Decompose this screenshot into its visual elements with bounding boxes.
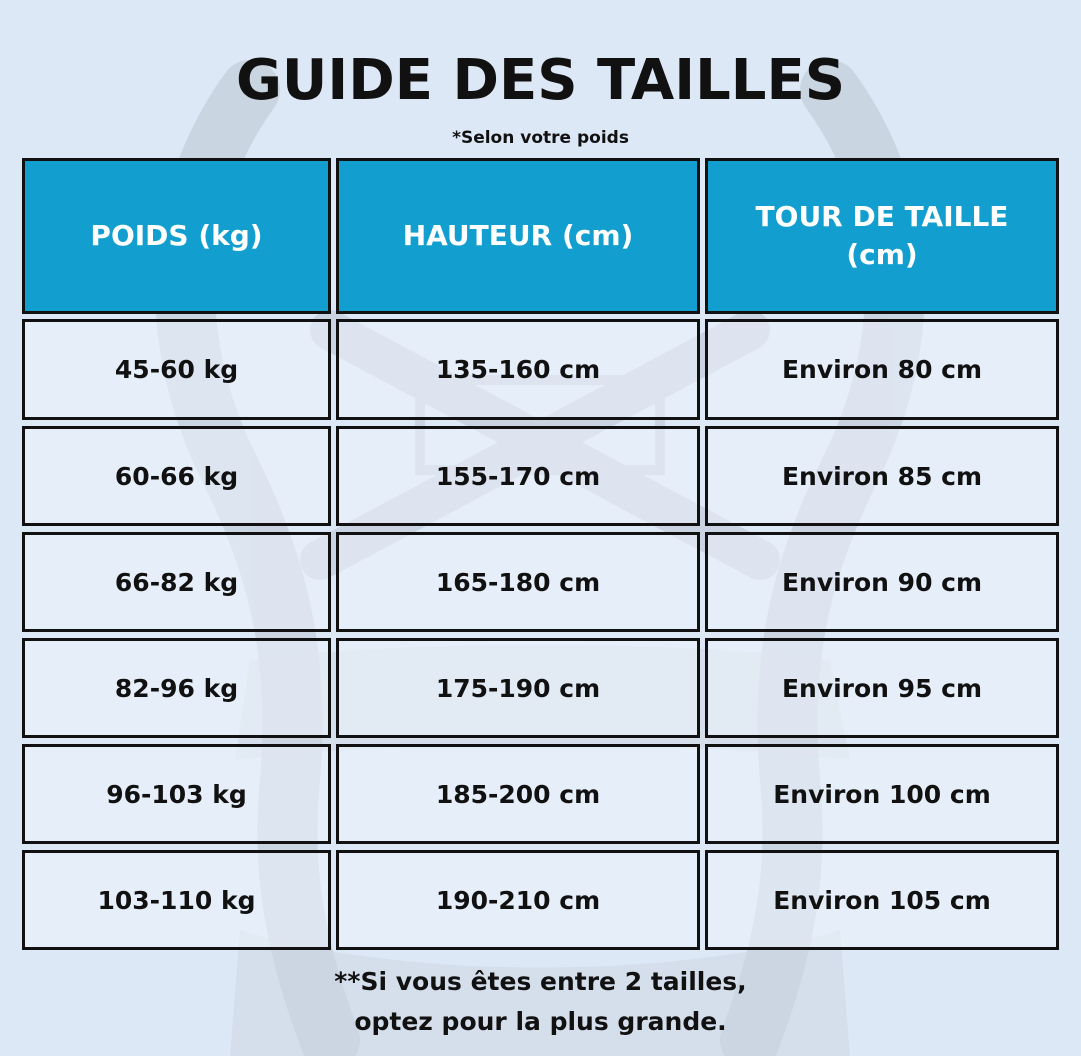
row-6-weight: 103-110 kg — [22, 850, 331, 950]
row-1-weight: 45-60 kg — [22, 319, 331, 420]
row-3-waist: Environ 90 cm — [705, 532, 1059, 632]
row-1-height: 135-160 cm — [336, 319, 700, 420]
header-waist: TOUR DE TAILLE (cm) — [705, 158, 1059, 314]
row-5-height: 185-200 cm — [336, 744, 700, 844]
row-2-height: 155-170 cm — [336, 426, 700, 526]
footnote — [0, 962, 1081, 1042]
row-4-height: 175-190 cm — [336, 638, 700, 738]
row-5-weight: 96-103 kg — [22, 744, 331, 844]
row-5-waist: Environ 100 cm — [705, 744, 1059, 844]
row-4-waist: Environ 95 cm — [705, 638, 1059, 738]
row-6-waist: Environ 105 cm — [705, 850, 1059, 950]
row-3-weight: 66-82 kg — [22, 532, 331, 632]
row-4-weight: 82-96 kg — [22, 638, 331, 738]
row-2-waist: Environ 85 cm — [705, 426, 1059, 526]
row-2-weight: 60-66 kg — [22, 426, 331, 526]
header-height: HAUTEUR (cm) — [336, 158, 700, 314]
footnote-line-1: **Si vous êtes entre 2 tailles, — [334, 967, 747, 996]
page-subtitle: *Selon votre poids — [452, 128, 629, 148]
row-3-height: 165-180 cm — [336, 532, 700, 632]
row-6-height: 190-210 cm — [336, 850, 700, 950]
header-weight: POIDS (kg) — [22, 158, 331, 314]
page-title: GUIDE DES TAILLES — [235, 48, 846, 113]
footnote-line-2: optez pour la plus grande. — [354, 1007, 727, 1036]
row-1-waist: Environ 80 cm — [705, 319, 1059, 420]
